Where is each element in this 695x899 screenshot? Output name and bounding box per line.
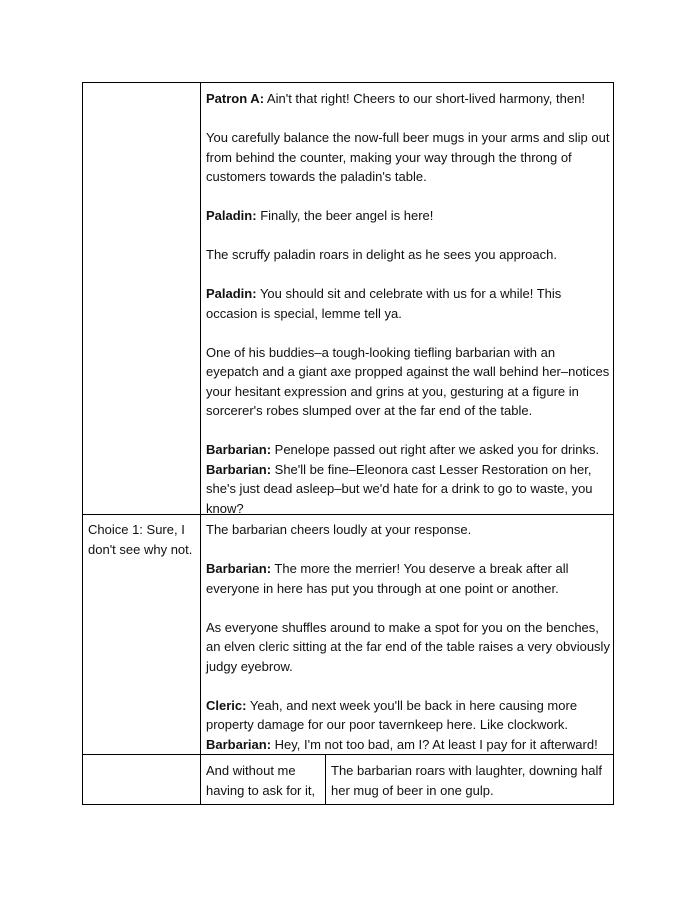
narration-paragraph [206,520,610,540]
row-3-sub-choice-cell [206,761,322,800]
choice-label: Choice 1: Sure, I don't see why not. [88,522,193,557]
narration-text: As everyone shuffles around to make a spot for you on the benches, an elven cleric sitting at the far end of the table raises a very obviously judgy eyebrow. [206,619,610,674]
speaker-name: Barbarian: [206,736,272,752]
dialogue-text: Finally, the beer angel is here! [256,208,434,223]
speaker-name: Barbarian: [206,561,272,576]
dialogue-text: Ain't that right! Cheers to our short-lived harmony, then! [264,91,585,106]
narration-paragraph [206,618,610,677]
sub-choice-label: And without me having to ask for it, [206,763,316,798]
narration-text: The barbarian cheers loudly at your response. [206,522,472,537]
dialogue-line [206,735,610,755]
row-1-dialogue-cell [206,89,610,518]
dialogue-line [206,460,610,519]
dialogue-line [206,206,610,226]
dialogue-paragraph [206,440,610,518]
speaker-name: Barbarian: [206,461,272,477]
dialogue-paragraph [206,284,610,323]
dialogue-paragraph [206,206,610,226]
dialogue-line [206,696,610,735]
dialogue-paragraph [206,89,610,109]
speaker-name: Barbarian: [206,442,272,457]
row-3-dialogue-cell [331,761,609,800]
sub-column-divider [325,754,326,805]
column-divider [200,82,201,805]
narration-paragraph [206,128,610,187]
dialogue-text: She'll be fine–Eleonora cast Lesser Restoration on her, she's just dead asleep–but we'd hate for a drink to go to waste, you know? [206,461,593,516]
dialogue-text: Yeah, and next week you'll be back in here causing more property damage for our poor tavernkeep here. Like clockwork. [206,697,578,732]
dialogue-text: Hey, I'm not too bad, am I? At least I pay for it afterward! [271,736,598,752]
dialogue-line [206,284,610,323]
dialogue-line [206,440,610,460]
dialogue-paragraph [206,559,610,598]
dialogue-text: You should sit and celebrate with us for a while! This occasion is special, lemme tell ya. [206,286,562,321]
speaker-name: Patron A: [206,91,265,106]
speaker-name: Cleric: [206,697,247,713]
dialogue-text: The more the merrier! You deserve a break after all everyone in here has put you through at one point or another. [206,561,569,596]
dialogue-line [206,559,610,598]
narration-text: The barbarian roars with laughter, downing half her mug of beer in one gulp. [331,763,602,798]
narration-text: One of his buddies–a tough-looking tiefling barbarian with an eyepatch and a giant axe propped against the wall behind her–notices your hesitant expression and grins at you, gesturing at a figure in sorcerer's robes slumped over at the far end of the table. [206,344,610,418]
narration-text: You carefully balance the now-full beer mugs in your arms and slip out from behind the counter, making your way through the throng of customers towards the paladin's table. [206,130,610,184]
row-2-dialogue-cell [206,520,610,754]
narration-paragraph [206,245,610,265]
narration-text: The scruffy paladin roars in delight as he sees you approach. [206,247,557,262]
speaker-name: Paladin: [206,208,257,223]
row-divider [82,754,614,755]
row-2-choice-cell [88,520,198,559]
narration-paragraph [206,343,610,421]
dialogue-line [206,89,610,109]
speaker-name: Paladin: [206,286,257,301]
dialogue-text: Penelope passed out right after we asked you for drinks. [271,442,600,457]
dialogue-paragraph [206,696,610,755]
